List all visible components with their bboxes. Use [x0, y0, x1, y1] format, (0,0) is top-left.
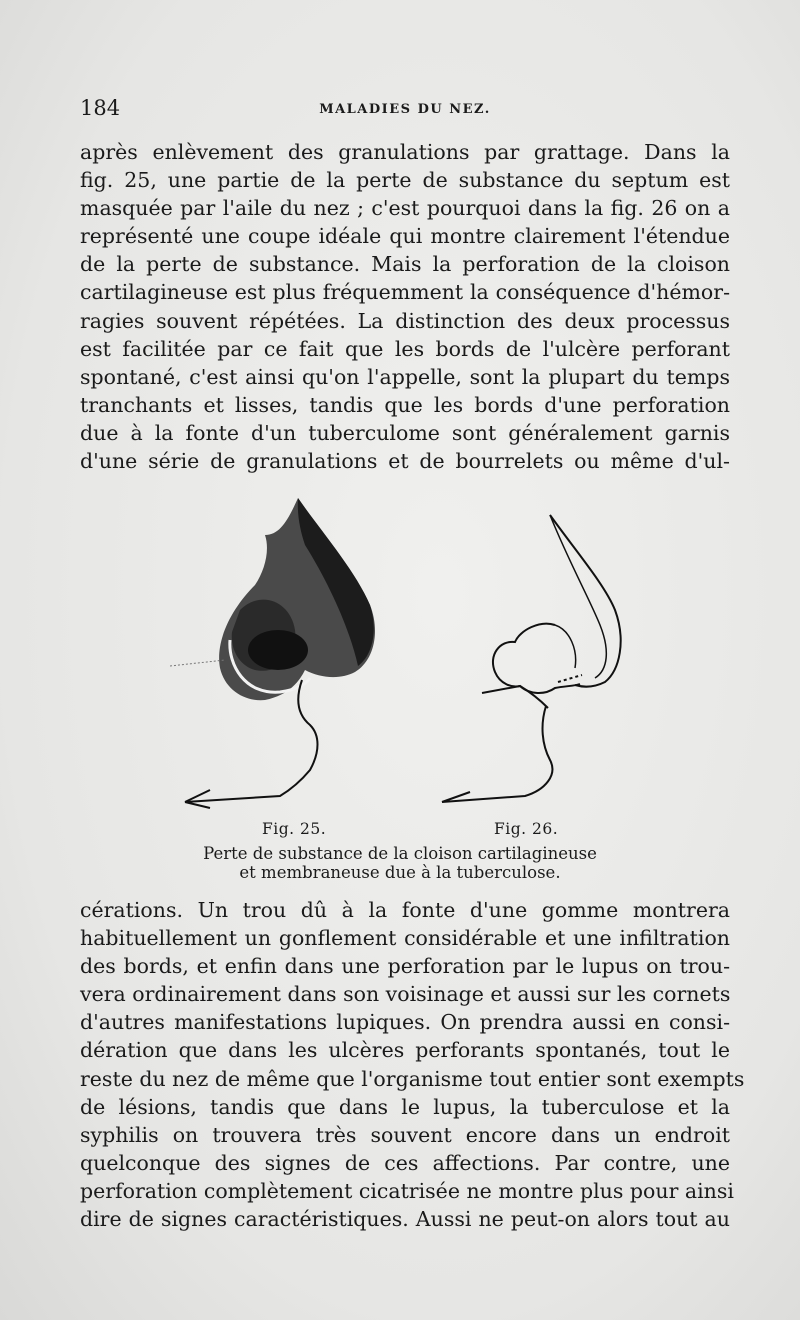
figure-26-label: Fig. 26. — [494, 820, 559, 838]
text-line: cartilagineuse est plus fréquemment la conséquence d'hémor- — [80, 280, 730, 305]
text-line: due à la fonte d'un tuberculome sont généralement garnis — [80, 420, 730, 445]
text-line: perforation complètement cicatrisée ne montre plus pour ainsi — [80, 1178, 734, 1203]
page-number: 184 — [80, 96, 121, 120]
text-line: masquée par l'aile du nez ; c'est pourquoi dans la fig. 26 on a — [80, 196, 730, 221]
text-line: habituellement un gonflement considérable et une infiltration — [80, 926, 730, 951]
text-line: après enlèvement des granulations par grattage. Dans la — [80, 140, 730, 164]
fig25-drawing — [170, 498, 375, 808]
text-line: vera ordinairement dans son voisinage et aussi sur les cornets — [80, 982, 731, 1007]
text-line: fig. 25, une partie de la perte de substance du septum est — [80, 168, 730, 193]
text-line: de lésions, tandis que dans le lupus, la tuberculose et la — [80, 1094, 730, 1119]
text-line: quelconque des signes de ces affections. Par contre, une — [80, 1150, 730, 1175]
text-line: est facilitée par ce fait que les bords de l'ulcère perforant — [80, 336, 730, 361]
text-line: représenté une coupe idéale qui montre clairement l'étendue — [80, 224, 730, 249]
figure-illustrations — [170, 490, 640, 820]
running-head: MALADIES DU NEZ. — [319, 102, 491, 117]
text-line: syphilis on trouvera très souvent encore dans un endroit — [80, 1122, 730, 1147]
text-line: des bords, et enfin dans une perforation par le lupus on trou- — [80, 954, 730, 979]
paragraph-top — [80, 138, 730, 475]
figure-25-label: Fig. 25. — [262, 820, 327, 838]
fig26-drawing — [442, 515, 621, 802]
nose-illustrations — [170, 490, 640, 820]
paragraph-bottom — [80, 896, 745, 1233]
text-line: de la perte de substance. Mais la perforation de la cloison — [80, 252, 730, 277]
figure-caption — [150, 844, 650, 882]
text-line: tranchants et lisses, tandis que les bords d'une perforation — [80, 392, 730, 417]
text-line: d'autres manifestations lupiques. On prendra aussi en consi- — [80, 1010, 730, 1035]
caption-line: et membraneuse due à la tuberculose. — [239, 863, 561, 882]
text-line: d'une série de granulations et de bourrelets ou même d'ul- — [80, 449, 730, 474]
page-header — [80, 96, 730, 124]
text-line: cérations. Un trou dû à la fonte d'une gomme montrera — [80, 898, 730, 922]
text-line: spontané, c'est ainsi qu'on l'appelle, sont la plupart du temps — [80, 364, 730, 389]
text-line: ragies souvent répétées. La distinction des deux processus — [80, 308, 730, 333]
caption-line: Perte de substance de la cloison cartilagineuse — [203, 844, 597, 863]
text-line: reste du nez de même que l'organisme tout entier sont exempts — [80, 1066, 745, 1091]
text-line: dire de signes caractéristiques. Aussi ne peut-on alors tout au — [80, 1207, 730, 1232]
text-line: dération que dans les ulcères perforants spontanés, tout le — [80, 1038, 730, 1063]
